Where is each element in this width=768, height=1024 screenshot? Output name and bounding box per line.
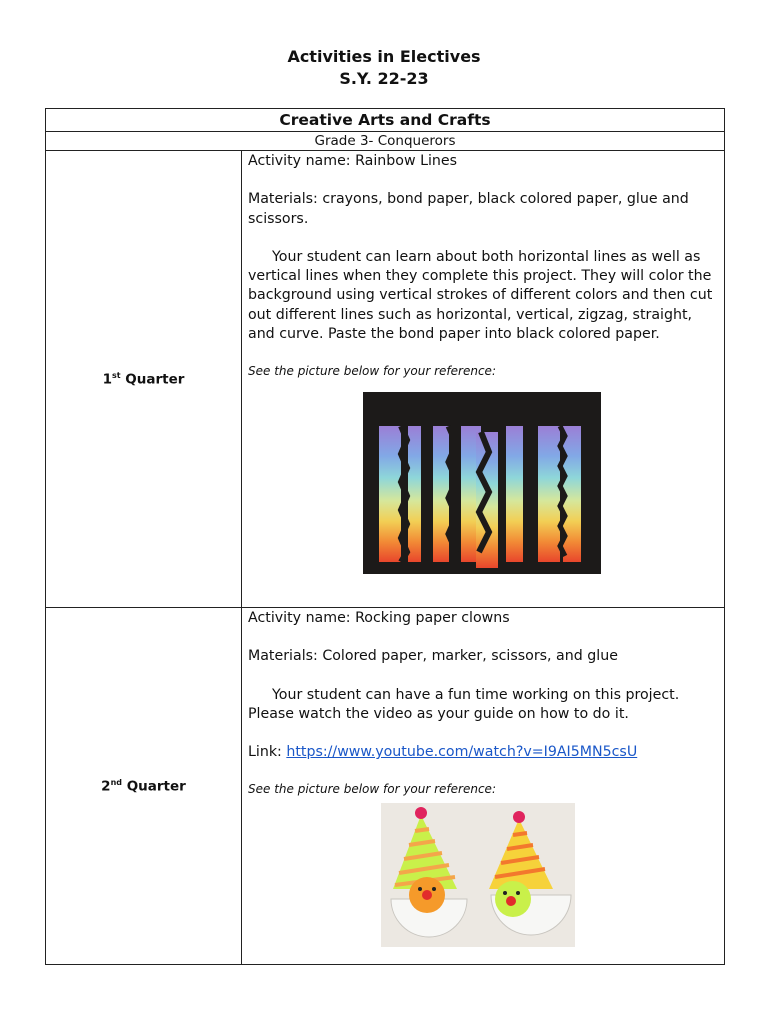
reference-note: See the picture below for your reference: bbox=[248, 782, 496, 797]
quarter-label bbox=[46, 608, 242, 965]
quarter-word: Quarter bbox=[122, 778, 186, 795]
activity-materials: Materials: crayons, bond paper, black colored paper, glue and scissors. bbox=[248, 191, 689, 227]
activity-description: Your student can have a fun time working on this project. Please watch the video as your guide on how to do it. bbox=[248, 686, 680, 722]
table-row bbox=[46, 151, 725, 608]
quarter-ordinal-suffix: nd bbox=[110, 777, 122, 787]
activity-details bbox=[242, 608, 725, 965]
zigzag-edges bbox=[363, 392, 601, 574]
activity-description: Your student can learn about both horizontal lines as well as vertical lines when they complete this project. They will color the background using vertical strokes of different colors and then cut out different lines such as horizontal, vertical, zigzag, straight, and curve. Paste the bond paper into black colored paper. bbox=[248, 248, 713, 343]
activities-table bbox=[45, 108, 725, 965]
quarter-number: 2 bbox=[101, 778, 111, 795]
activity-name: Activity name: Rocking paper clowns bbox=[248, 610, 510, 626]
youtube-link[interactable]: https://www.youtube.com/watch?v=I9AI5MN5csU bbox=[286, 744, 638, 761]
table-row bbox=[46, 608, 725, 965]
title-line-2: S.Y. 22-23 bbox=[339, 69, 429, 88]
quarter-label bbox=[46, 151, 242, 608]
activity-link-line bbox=[248, 743, 718, 762]
reference-note: See the picture below for your reference: bbox=[248, 364, 496, 379]
paper-clowns-photo bbox=[381, 803, 575, 947]
rainbow-lines-photo bbox=[363, 392, 601, 574]
activity-name: Activity name: Rainbow Lines bbox=[248, 153, 458, 169]
quarter-number: 1 bbox=[102, 371, 112, 388]
document-title bbox=[0, 46, 768, 90]
link-label: Link: bbox=[248, 744, 287, 761]
activity-materials: Materials: Colored paper, marker, scissors, and glue bbox=[248, 648, 618, 665]
table-subheading: Grade 3- Conquerors bbox=[46, 132, 725, 151]
quarter-word: Quarter bbox=[120, 371, 185, 388]
activity-details bbox=[242, 151, 725, 608]
quarter-ordinal-suffix: st bbox=[111, 370, 121, 380]
clowns-illustration bbox=[381, 803, 575, 947]
title-line-1: Activities in Electives bbox=[287, 47, 481, 66]
table-heading: Creative Arts and Crafts bbox=[46, 109, 725, 132]
